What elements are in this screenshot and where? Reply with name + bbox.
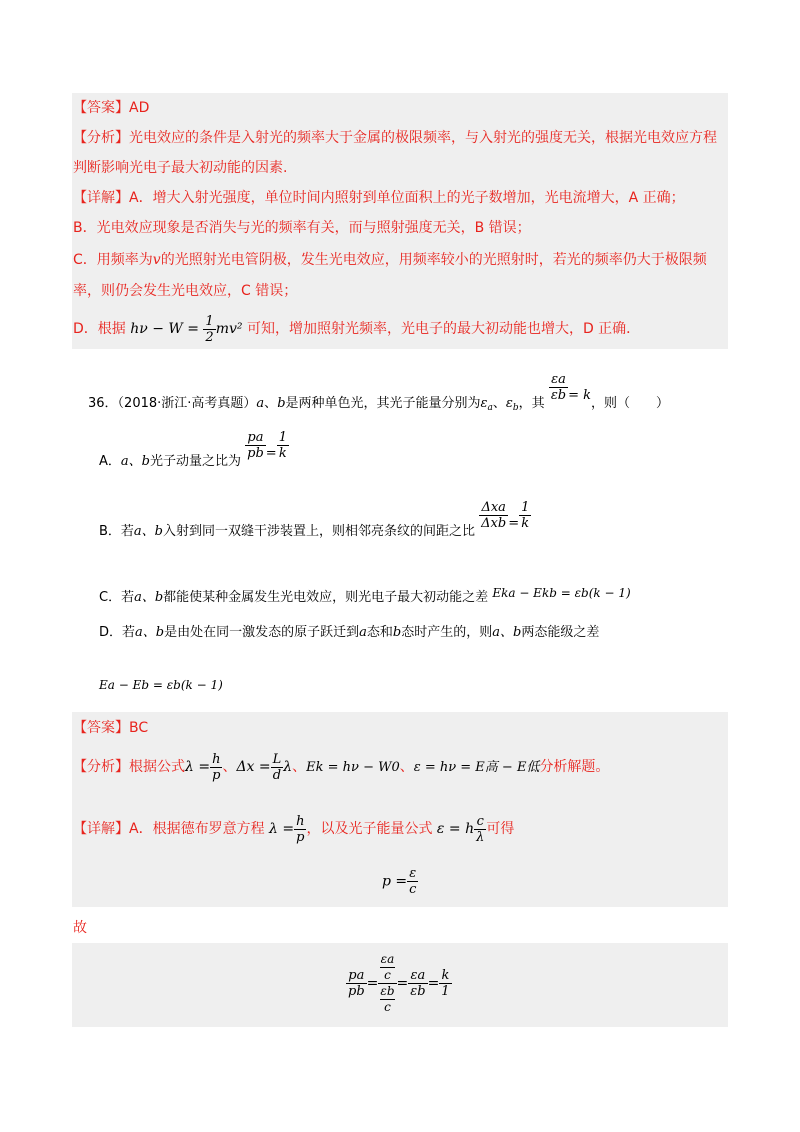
final-mid-num (378, 952, 396, 984)
option-d (99, 623, 599, 643)
final-formula: $\frac{pa}{pb}$ = εa c εb c = $\frac{\varepsilon a}{\varepsilon b}$ = $\frac{k}{1}$ (348, 952, 450, 1014)
detail-2-post: 可得 (486, 821, 515, 837)
option-d-end: 态时产生的，则 (401, 625, 493, 640)
option-b-rhs (519, 500, 531, 531)
analysis-post: 分析解题。 (539, 759, 610, 775)
option-d-b-state: b (392, 625, 402, 640)
detail-f2-frac (474, 814, 486, 845)
detail-d-pre: D．根据 (73, 321, 126, 337)
detail-f1-lhs: λ = (269, 821, 295, 837)
option-b-eq: = (508, 516, 520, 531)
option-b-rhs-den: k (521, 516, 530, 531)
detail-a: 【详解】A．增大入射光强度，单位时间内照射到单位面积上的光子数增加，光电流增大，A 正确； (73, 190, 685, 206)
option-a-frac (245, 430, 266, 461)
p-num: ε (407, 866, 418, 882)
option-a-text: 光子动量之比为 (149, 454, 241, 469)
option-c-ab: a、b (134, 590, 164, 605)
final-mid (378, 952, 396, 1015)
option-d-formula: Ea − Eb = εb(k − 1) (99, 678, 223, 692)
p-lhs: p = (382, 873, 408, 890)
detail-2-pre: 【详解】A．根据德布罗意方程 (73, 821, 265, 837)
analysis-f2-lhs: Δx = (236, 759, 271, 775)
stem-sep-2: 、 (492, 396, 506, 411)
final-mid-num-bot: c (384, 968, 391, 982)
option-a-pre: A． (99, 454, 121, 469)
option-d-end2: 两态能级之差 (521, 625, 600, 640)
ratio-num: εa (549, 372, 568, 388)
ratio-eq: = k (568, 388, 592, 403)
detail-d-formula: hν − W = (130, 321, 199, 337)
detail-f1-num: h (296, 813, 305, 829)
detail-f1-den: p (296, 829, 305, 845)
detail-c-v: v (152, 252, 161, 268)
stem-mid: 是两种单色光，其光子能量分别为 (285, 396, 481, 411)
analysis-f3: Ek = hν − W0 (306, 760, 400, 775)
option-b-frac-num: Δxa (479, 500, 508, 516)
option-c (99, 578, 631, 613)
stem-b: b (277, 396, 286, 411)
option-a-frac-den: pb (247, 446, 264, 461)
analysis-sep3: 、 (399, 759, 414, 775)
detail-c-pre: C．用频率为 (73, 252, 153, 268)
option-a-eq: = (265, 446, 277, 461)
option-d-ab-2: a、b (492, 625, 522, 640)
final-r1-den: εb (410, 984, 426, 999)
p-frac (407, 866, 418, 897)
detail-f2-num: c (474, 814, 486, 830)
option-c-text: 都能使某种金属发生光电效应，则光电子最大初动能之差 (163, 590, 489, 605)
detail-f2-lhs: ε = h (436, 821, 475, 837)
final-r2 (439, 968, 451, 999)
analysis-line-2: 判断影响光电子最大初动能的因素. (73, 160, 288, 176)
option-d-ab: a、b (135, 625, 165, 640)
answer-label-2: 【答案】BC (73, 720, 149, 736)
analysis-f1-frac (210, 752, 222, 783)
detail-2-mid: ，以及光子能量公式 (306, 821, 433, 837)
analysis-f1-den: p (212, 767, 221, 783)
analysis-f4: ε = hν = E高 − E低 (413, 760, 540, 775)
ratio-fraction (549, 372, 568, 403)
final-lhs (346, 968, 367, 999)
detail-b: B．光电效应现象是否消失与光的频率有关，而与照射强度无关，B 错误； (73, 220, 531, 236)
detail-d-post: 可知，增加照射光频率，光电子的最大初动能也增大，D 正确． (246, 321, 641, 337)
option-d-pre: D．若 (99, 625, 136, 640)
stem-mid2: ，其 (518, 396, 545, 411)
analysis-2-pre: 【分析】根据公式 (73, 759, 185, 775)
detail-d-frac-num: 1 (205, 313, 214, 329)
detail-c-line-1 (73, 250, 707, 270)
final-r2-num: k (439, 968, 451, 984)
option-a-ab: a、b (120, 454, 150, 469)
answer-label: 【答案】AD (73, 100, 150, 116)
stem-sep: 、 (264, 396, 278, 411)
analysis-f1-num: h (212, 751, 221, 767)
option-a-rhs-num: 1 (278, 430, 287, 445)
eps-a: $\varepsilon_a$ (480, 396, 493, 413)
stem-end: ，则（ ） (591, 396, 670, 411)
option-b-frac-den: Δxb (481, 516, 507, 531)
detail-c-line-2: 率，则仍会发生光电效应，C 错误； (73, 283, 298, 299)
analysis-f2-den: d (272, 767, 282, 783)
detail-d (73, 312, 640, 346)
analysis-sep2: 、 (292, 759, 307, 775)
final-lhs-num: pa (346, 968, 367, 984)
question-stem (88, 372, 669, 426)
option-a-frac-num: pa (245, 430, 266, 446)
option-c-formula: Eka − Ekb = εb(k − 1) (492, 586, 631, 600)
option-a-rhs-den: k (278, 446, 287, 461)
final-lhs-den: pb (348, 984, 365, 999)
option-b-frac (479, 500, 508, 531)
analysis-f2-frac (271, 752, 284, 783)
option-c-pre: C．若 (99, 590, 135, 605)
final-r1 (408, 968, 427, 999)
option-d-a-state: a (359, 625, 367, 640)
analysis-2 (73, 748, 609, 787)
p-formula (382, 866, 418, 897)
option-b-text: 入射到同一双缝干涉装置上，则相邻亮条纹的间距之比 (163, 524, 476, 539)
analysis-line-1: 【分析】光电效应的条件是入射光的频率大于金属的极限频率，与入射光的强度无关，根据光电效应方程 (73, 130, 717, 146)
analysis-f2-num: L (272, 751, 282, 767)
detail-c-post: 的光照射光电管阴极，发生光电效应，用频率较小的光照射时，若光的频率仍大于极限频 (160, 252, 707, 268)
therefore-label: 故 (73, 920, 87, 936)
detail-d-frac-den: 2 (205, 329, 214, 345)
option-b-pre: B．若 (99, 524, 134, 539)
final-mid-den-bot: c (384, 1000, 391, 1014)
detail-d-fraction (203, 314, 215, 345)
detail-f2-den: λ (476, 829, 485, 845)
final-r1-num: εa (408, 968, 427, 984)
option-b-ab: a、b (133, 524, 163, 539)
detail-f1-frac (294, 814, 306, 845)
detail-2 (73, 810, 514, 848)
analysis-f1-lhs: λ = (185, 759, 211, 775)
analysis-f2-tail: λ (283, 759, 293, 775)
option-a-rhs (277, 430, 289, 461)
final-mid-den (378, 984, 396, 1015)
option-d-mid: 态和 (366, 625, 393, 640)
analysis-sep1: 、 (222, 759, 237, 775)
p-den: c (409, 882, 417, 897)
ratio-den: εb (550, 388, 567, 403)
eps-b: $\varepsilon_b$ (505, 396, 519, 413)
option-b (99, 500, 531, 552)
stem-pre: 36．（2018·浙江·高考真题） (88, 396, 257, 411)
option-a (99, 430, 289, 482)
option-b-rhs-num: 1 (521, 500, 530, 515)
final-mid-den-top: εb (380, 984, 395, 998)
final-mid-num-top: εa (380, 952, 395, 966)
detail-d-formula-tail: mv² (215, 321, 243, 337)
stem-a: a (256, 396, 265, 411)
option-d-text: 是由处在同一激发态的原子跃迁到 (164, 625, 360, 640)
final-r2-den: 1 (441, 984, 450, 999)
